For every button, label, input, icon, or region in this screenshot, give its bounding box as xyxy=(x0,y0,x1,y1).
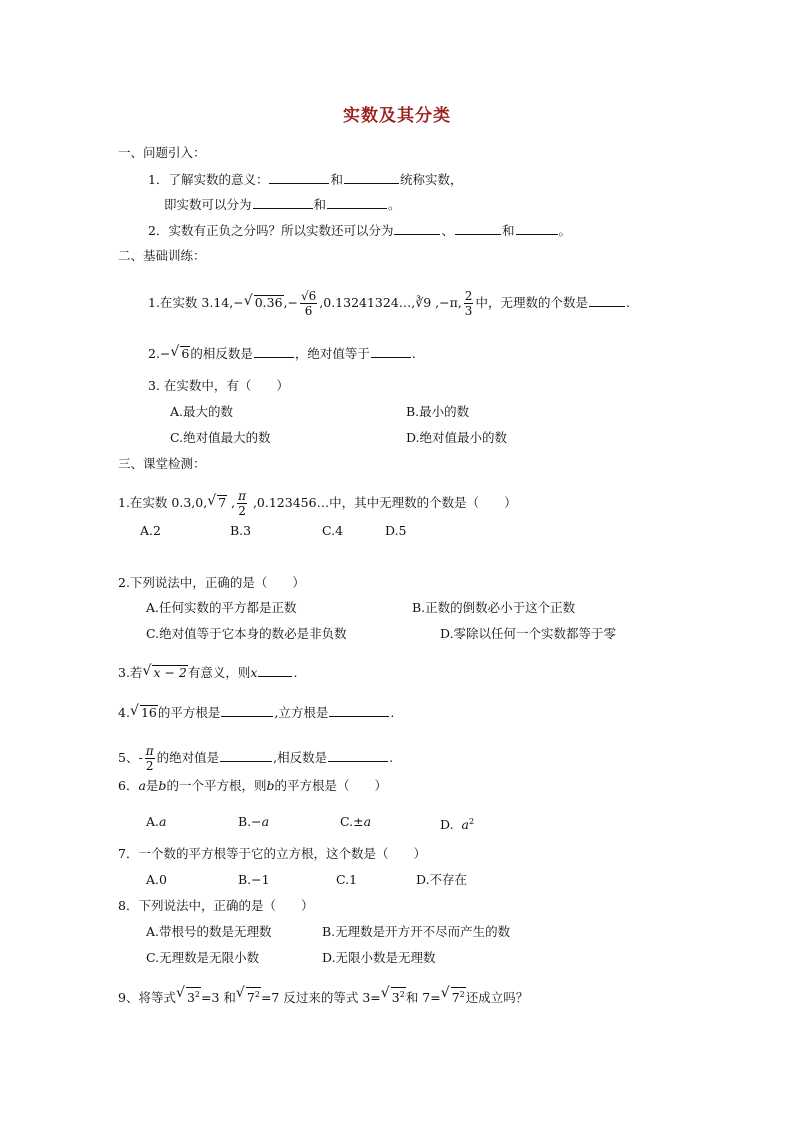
radicand xyxy=(186,987,201,1005)
text: ,立方根是 xyxy=(274,705,329,720)
s3-q2-option-d: D.零除以任何一个实数都等于零 xyxy=(440,626,617,641)
text: 统称实数， xyxy=(399,172,463,187)
exponent: 2 xyxy=(468,817,475,826)
fraction xyxy=(300,289,317,318)
radicand: 0.36 xyxy=(254,295,283,310)
s3-q7-option-d: D.不存在 xyxy=(416,872,468,887)
denominator: 2 xyxy=(145,759,154,773)
section-2-header: 二、基础训练： xyxy=(118,248,206,263)
s3-q1-option-a: A.2 xyxy=(140,523,161,538)
s3-q6-option-d xyxy=(440,814,474,833)
sqrt-expression xyxy=(237,987,261,1006)
answer-blank[interactable] xyxy=(258,664,292,677)
option-label: D. xyxy=(440,817,454,833)
sqrt-expression xyxy=(442,987,466,1006)
answer-blank[interactable] xyxy=(589,294,625,307)
s3-q6-option-b xyxy=(238,814,269,830)
s2-q3: 3. 在实数中，有（ ） xyxy=(148,378,289,393)
numerator: √6 xyxy=(300,289,317,303)
radicand xyxy=(246,987,261,1005)
s3-q5 xyxy=(118,744,393,773)
text: 2．实数有正负之分吗？所以实数还可以分为 xyxy=(148,223,394,238)
numerator: π xyxy=(145,744,154,758)
sqrt-expression xyxy=(177,987,201,1006)
text: . xyxy=(411,346,416,361)
text: 1．了解实数的意义： xyxy=(148,172,269,187)
s1-q1-line2 xyxy=(164,196,401,213)
s2-q3-option-b: B.最小的数 xyxy=(406,404,470,419)
s3-q8-option-d: D.无限小数是无理数 xyxy=(322,950,436,965)
sqrt-expression xyxy=(131,705,158,721)
text: 是 xyxy=(145,778,159,793)
base: 7 xyxy=(246,990,255,1006)
fraction xyxy=(145,744,155,773)
variable-b: b xyxy=(158,778,167,793)
section-3-header: 三、课堂检测： xyxy=(118,456,206,471)
s3-q2-option-b: B.正数的倒数必小于这个正数 xyxy=(412,600,576,615)
text: . xyxy=(390,705,395,720)
answer-blank[interactable] xyxy=(394,222,440,235)
text: 。 xyxy=(558,223,572,238)
text: 即实数可以分为 xyxy=(164,197,252,212)
section-1-header: 一、问题引入： xyxy=(118,145,206,160)
answer-blank[interactable] xyxy=(221,704,273,717)
answer-blank[interactable] xyxy=(371,345,411,358)
s3-q6-option-c xyxy=(340,814,371,830)
radicand xyxy=(391,987,406,1005)
s2-q3-option-a: A.最大的数 xyxy=(170,404,234,419)
text: . xyxy=(389,750,394,765)
text: ,− xyxy=(283,295,298,310)
exponent: 2 xyxy=(254,990,260,999)
numerator: 2 xyxy=(464,289,473,303)
option-label: B.− xyxy=(238,814,262,829)
text: 有意义，则 xyxy=(187,665,251,680)
text: ,0.13241324…,∛9 ,−π, xyxy=(319,295,462,310)
answer-blank[interactable] xyxy=(344,171,399,184)
option-label: A. xyxy=(146,814,160,829)
text: 和 7= xyxy=(405,990,441,1006)
text: 6． xyxy=(118,778,139,793)
s3-q2-option-a: A.任何实数的平方都是正数 xyxy=(146,600,297,615)
radicand: 7 xyxy=(218,495,227,510)
option-label: C.± xyxy=(340,814,364,829)
text: =3 和 xyxy=(201,990,236,1006)
sqrt-expression xyxy=(245,295,284,311)
s3-q1-option-d: D.5 xyxy=(385,523,407,538)
variable-a: a xyxy=(261,814,270,829)
sqrt-expression xyxy=(208,495,227,511)
text: 和 xyxy=(330,172,343,187)
answer-blank[interactable] xyxy=(328,749,388,762)
s3-q3 xyxy=(118,664,297,681)
variable-b: b xyxy=(266,778,275,793)
answer-blank[interactable] xyxy=(516,222,558,235)
text: , xyxy=(227,495,236,510)
denominator: 6 xyxy=(304,304,313,318)
text: 1.在实数 0.3,0, xyxy=(118,495,208,510)
s2-q3-option-c: C.绝对值最大的数 xyxy=(170,430,271,445)
s2-q2 xyxy=(148,345,416,362)
text: ,0.123456…中，其中无理数的个数是（ ） xyxy=(248,495,517,510)
text: ,相反数是 xyxy=(273,750,328,765)
numerator: π xyxy=(238,489,246,503)
s3-q2: 2.下列说法中，正确的是（ ） xyxy=(118,575,305,590)
text: 中，无理数的个数是 xyxy=(475,295,588,310)
text: 的平方根是 xyxy=(157,705,221,720)
sqrt-expression xyxy=(382,987,406,1006)
answer-blank[interactable] xyxy=(327,196,387,209)
s3-q8-option-a: A.带根号的数是无理数 xyxy=(146,924,272,939)
variable-a: a xyxy=(159,814,167,829)
text: 5、- xyxy=(118,750,143,765)
answer-blank[interactable] xyxy=(269,171,329,184)
base: 7 xyxy=(451,990,460,1006)
page-title: 实数及其分类 xyxy=(343,106,451,126)
denominator: 3 xyxy=(464,304,473,318)
text: 的相反数是 xyxy=(190,346,253,361)
text: 的一个平方根，则 xyxy=(166,778,267,793)
s3-q9 xyxy=(118,987,528,1006)
base: 3 xyxy=(186,990,195,1006)
s3-q4 xyxy=(118,704,394,721)
answer-blank[interactable] xyxy=(455,222,501,235)
s2-q1 xyxy=(148,289,630,318)
s3-q8-option-c: C.无理数是无限小数 xyxy=(146,950,260,965)
variable-a: a xyxy=(138,778,146,793)
variable-a: a xyxy=(363,814,372,829)
exponent: 2 xyxy=(194,990,200,999)
s3-q6 xyxy=(118,778,387,794)
answer-blank[interactable] xyxy=(220,749,272,762)
s3-q8-option-b: B.无理数是开方开不尽而产生的数 xyxy=(322,924,511,939)
s3-q1-option-b: B.3 xyxy=(230,523,252,538)
text: =7 反过来的等式 3= xyxy=(260,990,381,1006)
s3-q6-option-a xyxy=(146,814,166,830)
radicand xyxy=(451,987,466,1005)
text: 3.若 xyxy=(118,665,143,680)
radicand: x − 2 xyxy=(153,665,187,680)
text: 2.− xyxy=(148,346,171,361)
s3-q1-option-c: C.4 xyxy=(322,523,344,538)
radicand: 6 xyxy=(181,346,190,361)
exponent: 2 xyxy=(399,990,405,999)
text: 还成立吗？ xyxy=(465,990,529,1006)
text: 的平方根是（ ） xyxy=(274,778,387,793)
answer-blank[interactable] xyxy=(253,196,313,209)
s3-q7-option-c: C.1 xyxy=(336,872,358,887)
text: 和 xyxy=(501,223,515,238)
radicand: 16 xyxy=(140,705,157,720)
sqrt-expression xyxy=(143,665,187,681)
text: . xyxy=(293,665,298,680)
s2-q3-option-d: D.绝对值最小的数 xyxy=(406,430,508,445)
variable-x: x xyxy=(250,665,258,680)
s1-q1-line1 xyxy=(148,171,463,188)
text: . xyxy=(625,295,630,310)
text: 、 xyxy=(441,223,454,238)
s3-q7-option-b: B.−1 xyxy=(238,872,270,887)
fraction xyxy=(237,489,247,518)
text: 9、将等式 xyxy=(118,990,176,1006)
answer-blank[interactable] xyxy=(254,345,294,358)
text: ，绝对值等于 xyxy=(294,346,370,361)
text: 。 xyxy=(388,197,401,212)
s3-q7: 7．一个数的平方根等于它的立方根，这个数是（ ） xyxy=(118,846,426,861)
denominator: 2 xyxy=(238,504,246,518)
base: 3 xyxy=(391,990,400,1006)
text: 和 xyxy=(313,197,327,212)
s3-q2-option-c: C.绝对值等于它本身的数必是非负数 xyxy=(146,626,347,641)
text: 4. xyxy=(118,705,130,720)
sqrt-expression xyxy=(171,346,190,362)
s1-q2 xyxy=(148,222,571,239)
variable-a: a xyxy=(461,817,469,833)
text: 的绝对值是 xyxy=(156,750,220,765)
s3-q1 xyxy=(118,489,517,518)
s3-q8: 8．下列说法中，正确的是（ ） xyxy=(118,898,314,913)
answer-blank[interactable] xyxy=(329,704,389,717)
s3-q7-option-a: A.0 xyxy=(146,872,167,887)
text: 1.在实数 3.14,− xyxy=(148,295,244,310)
fraction xyxy=(464,289,474,318)
exponent: 2 xyxy=(459,990,465,999)
